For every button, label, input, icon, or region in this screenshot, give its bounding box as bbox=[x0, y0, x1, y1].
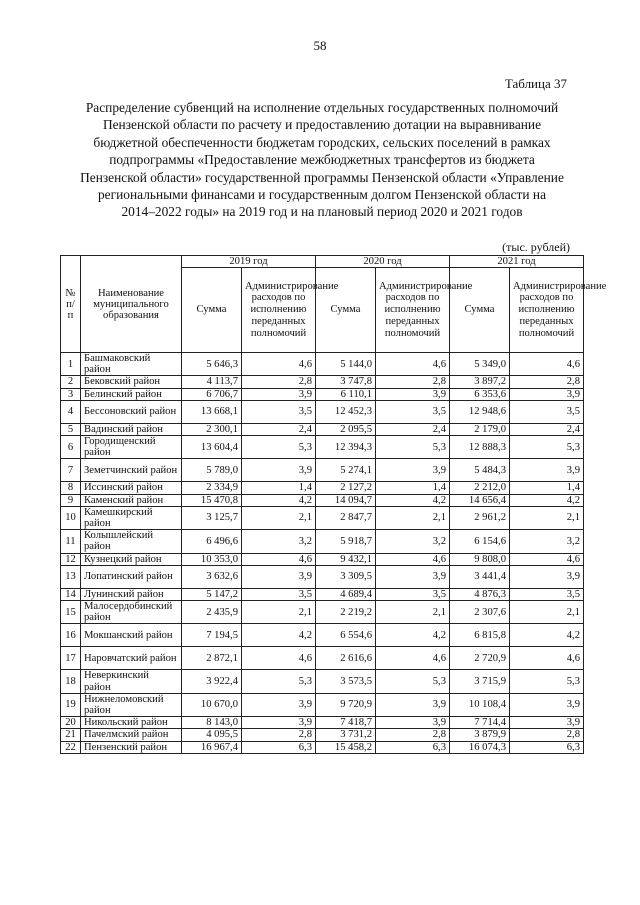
table-row bbox=[61, 565, 584, 588]
municipality-name: Лунинский район bbox=[81, 588, 182, 600]
page-number: 58 bbox=[313, 38, 327, 53]
admin-2019: 2,1 bbox=[242, 601, 316, 624]
admin-2020: 2,8 bbox=[376, 376, 450, 388]
row-number: 17 bbox=[61, 647, 81, 670]
admin-2021: 3,2 bbox=[510, 530, 584, 553]
sum-2021: 2 307,6 bbox=[450, 601, 510, 624]
admin-2019: 1,4 bbox=[242, 482, 316, 494]
admin-2020: 3,9 bbox=[376, 388, 450, 400]
sum-2019: 13 668,1 bbox=[182, 400, 242, 423]
admin-2021: 3,9 bbox=[510, 717, 584, 729]
admin-2020: 5,3 bbox=[376, 670, 450, 693]
header-sum: Сумма bbox=[450, 268, 510, 353]
municipality-name: Бековский район bbox=[81, 376, 182, 388]
table-row bbox=[61, 717, 584, 729]
admin-2019: 3,9 bbox=[242, 388, 316, 400]
units-label: (тыс. рублей) bbox=[502, 240, 570, 254]
admin-2019: 2,8 bbox=[242, 729, 316, 741]
table-row bbox=[61, 729, 584, 741]
sum-2021: 6 154,6 bbox=[450, 530, 510, 553]
admin-2021: 6,3 bbox=[510, 741, 584, 753]
sum-2020: 2 127,2 bbox=[316, 482, 376, 494]
municipality-name: Лопатинский район bbox=[81, 565, 182, 588]
admin-2020: 3,2 bbox=[376, 530, 450, 553]
sum-2020: 2 095,5 bbox=[316, 423, 376, 435]
admin-2021: 4,2 bbox=[510, 624, 584, 647]
sum-2021: 2 720,9 bbox=[450, 647, 510, 670]
row-number: 22 bbox=[61, 741, 81, 753]
table-row bbox=[61, 400, 584, 423]
sum-2020: 3 573,5 bbox=[316, 670, 376, 693]
sum-2020: 12 394,3 bbox=[316, 436, 376, 459]
municipality-name: Иссинский район bbox=[81, 482, 182, 494]
admin-2020: 5,3 bbox=[376, 436, 450, 459]
sum-2021: 2 179,0 bbox=[450, 423, 510, 435]
admin-2021: 2,1 bbox=[510, 506, 584, 529]
header-sum: Сумма bbox=[316, 268, 376, 353]
admin-2021: 3,5 bbox=[510, 400, 584, 423]
sum-2020: 3 309,5 bbox=[316, 565, 376, 588]
municipality-name: Малосердобинский район bbox=[81, 601, 182, 624]
header-year-2019: 2019 год bbox=[182, 256, 316, 268]
admin-2020: 4,6 bbox=[376, 553, 450, 565]
sum-2020: 5 144,0 bbox=[316, 353, 376, 376]
sum-2019: 13 604,4 bbox=[182, 436, 242, 459]
municipality-name: Каменский район bbox=[81, 494, 182, 506]
sum-2019: 2 334,9 bbox=[182, 482, 242, 494]
sum-2021: 12 888,3 bbox=[450, 436, 510, 459]
admin-2021: 5,3 bbox=[510, 670, 584, 693]
row-number: 6 bbox=[61, 436, 81, 459]
municipality-name: Вадинский район bbox=[81, 423, 182, 435]
row-number: 12 bbox=[61, 553, 81, 565]
municipality-name: Башмаковский район bbox=[81, 353, 182, 376]
row-number: 15 bbox=[61, 601, 81, 624]
sum-2019: 5 147,2 bbox=[182, 588, 242, 600]
sum-2020: 7 418,7 bbox=[316, 717, 376, 729]
admin-2021: 3,5 bbox=[510, 588, 584, 600]
admin-2019: 3,5 bbox=[242, 400, 316, 423]
sum-2020: 3 731,2 bbox=[316, 729, 376, 741]
admin-2021: 3,9 bbox=[510, 693, 584, 716]
admin-2019: 3,9 bbox=[242, 565, 316, 588]
header-num: № п/п bbox=[61, 256, 81, 353]
header-year-2020: 2020 год bbox=[316, 256, 450, 268]
admin-2021: 3,9 bbox=[510, 388, 584, 400]
sum-2019: 16 967,4 bbox=[182, 741, 242, 753]
sum-2019: 5 789,0 bbox=[182, 459, 242, 482]
sum-2019: 10 670,0 bbox=[182, 693, 242, 716]
admin-2021: 4,6 bbox=[510, 353, 584, 376]
admin-2020: 4,6 bbox=[376, 647, 450, 670]
sum-2019: 4 095,5 bbox=[182, 729, 242, 741]
admin-2019: 3,5 bbox=[242, 588, 316, 600]
table-row bbox=[61, 459, 584, 482]
admin-2021: 3,9 bbox=[510, 565, 584, 588]
sum-2020: 12 452,3 bbox=[316, 400, 376, 423]
admin-2020: 2,4 bbox=[376, 423, 450, 435]
admin-2021: 2,1 bbox=[510, 601, 584, 624]
header-name: Наименование муниципального образования bbox=[81, 256, 182, 353]
sum-2021: 7 714,4 bbox=[450, 717, 510, 729]
sum-2019: 3 125,7 bbox=[182, 506, 242, 529]
admin-2019: 2,1 bbox=[242, 506, 316, 529]
sum-2020: 9 720,9 bbox=[316, 693, 376, 716]
admin-2020: 3,5 bbox=[376, 400, 450, 423]
sum-2019: 6 706,7 bbox=[182, 388, 242, 400]
admin-2020: 3,9 bbox=[376, 565, 450, 588]
table-row bbox=[61, 423, 584, 435]
admin-2020: 4,2 bbox=[376, 494, 450, 506]
municipality-name: Камешкирский район bbox=[81, 506, 182, 529]
sum-2020: 6 110,1 bbox=[316, 388, 376, 400]
sum-2021: 5 484,3 bbox=[450, 459, 510, 482]
row-number: 19 bbox=[61, 693, 81, 716]
admin-2019: 4,6 bbox=[242, 353, 316, 376]
sum-2019: 15 470,8 bbox=[182, 494, 242, 506]
table-row bbox=[61, 647, 584, 670]
sum-2021: 2 961,2 bbox=[450, 506, 510, 529]
admin-2019: 4,6 bbox=[242, 553, 316, 565]
row-number: 2 bbox=[61, 376, 81, 388]
sum-2020: 14 094,7 bbox=[316, 494, 376, 506]
sum-2020: 15 458,2 bbox=[316, 741, 376, 753]
admin-2020: 1,4 bbox=[376, 482, 450, 494]
admin-2019: 3,2 bbox=[242, 530, 316, 553]
table-row bbox=[61, 670, 584, 693]
municipality-name: Неверкинский район bbox=[81, 670, 182, 693]
table-row bbox=[61, 482, 584, 494]
sum-2021: 6 353,6 bbox=[450, 388, 510, 400]
table-row bbox=[61, 624, 584, 647]
municipality-name: Бессоновский район bbox=[81, 400, 182, 423]
admin-2020: 2,1 bbox=[376, 506, 450, 529]
table-row bbox=[61, 553, 584, 565]
municipality-name: Колышлейский район bbox=[81, 530, 182, 553]
row-number: 18 bbox=[61, 670, 81, 693]
row-number: 5 bbox=[61, 423, 81, 435]
sum-2021: 5 349,0 bbox=[450, 353, 510, 376]
sum-2019: 3 632,6 bbox=[182, 565, 242, 588]
row-number: 9 bbox=[61, 494, 81, 506]
sum-2020: 9 432,1 bbox=[316, 553, 376, 565]
admin-2020: 2,1 bbox=[376, 601, 450, 624]
municipality-name: Пачелмский район bbox=[81, 729, 182, 741]
admin-2019: 3,9 bbox=[242, 693, 316, 716]
sum-2020: 5 918,7 bbox=[316, 530, 376, 553]
row-number: 16 bbox=[61, 624, 81, 647]
sum-2021: 12 948,6 bbox=[450, 400, 510, 423]
table-row bbox=[61, 353, 584, 376]
header-admin: Администрирование расходов по исполнению переданных полномочий bbox=[242, 268, 316, 353]
admin-2020: 2,8 bbox=[376, 729, 450, 741]
sum-2019: 4 113,7 bbox=[182, 376, 242, 388]
table-row bbox=[61, 741, 584, 753]
municipality-name: Белинский район bbox=[81, 388, 182, 400]
sum-2021: 3 441,4 bbox=[450, 565, 510, 588]
sum-2021: 9 808,0 bbox=[450, 553, 510, 565]
table-row bbox=[61, 436, 584, 459]
row-number: 11 bbox=[61, 530, 81, 553]
sum-2020: 2 219,2 bbox=[316, 601, 376, 624]
admin-2019: 4,2 bbox=[242, 494, 316, 506]
municipality-name: Пензенский район bbox=[81, 741, 182, 753]
subsidy-table bbox=[60, 255, 607, 754]
row-number: 10 bbox=[61, 506, 81, 529]
admin-2021: 4,6 bbox=[510, 647, 584, 670]
table-row bbox=[61, 494, 584, 506]
sum-2021: 6 815,8 bbox=[450, 624, 510, 647]
table-label: Таблица 37 bbox=[504, 76, 567, 91]
municipality-name: Кузнецкий район bbox=[81, 553, 182, 565]
table-row bbox=[61, 693, 584, 716]
row-number: 21 bbox=[61, 729, 81, 741]
row-number: 8 bbox=[61, 482, 81, 494]
admin-2021: 2,4 bbox=[510, 423, 584, 435]
sum-2021: 14 656,4 bbox=[450, 494, 510, 506]
admin-2020: 3,9 bbox=[376, 693, 450, 716]
admin-2021: 2,8 bbox=[510, 729, 584, 741]
table-body bbox=[61, 353, 584, 754]
admin-2021: 3,9 bbox=[510, 459, 584, 482]
admin-2019: 2,8 bbox=[242, 376, 316, 388]
admin-2021: 4,6 bbox=[510, 553, 584, 565]
sum-2019: 2 872,1 bbox=[182, 647, 242, 670]
admin-2021: 2,8 bbox=[510, 376, 584, 388]
sum-2020: 5 274,1 bbox=[316, 459, 376, 482]
admin-2020: 3,5 bbox=[376, 588, 450, 600]
admin-2019: 2,4 bbox=[242, 423, 316, 435]
municipality-name: Земетчинский район bbox=[81, 459, 182, 482]
row-number: 1 bbox=[61, 353, 81, 376]
sum-2020: 6 554,6 bbox=[316, 624, 376, 647]
sum-2019: 8 143,0 bbox=[182, 717, 242, 729]
sum-2021: 3 715,9 bbox=[450, 670, 510, 693]
document-title: Распределение субвенций на исполнение отдельных государственных полномочий Пензенской области по расчету и предоставлению дотации на выравнивание бюджетной обеспеченности бюджетам городских, сельских поселений в рамках подпрограммы «Предоставление межбюджетных трансфертов из бюджета Пензенской области» государственной программы Пензенской области «Управление региональными финансами и государственным долгом Пензенской области на 2014–2022 годы» на 2019 год и на плановый период 2020 и 2021 годов bbox=[80, 100, 564, 220]
municipality-name: Городищенский район bbox=[81, 436, 182, 459]
header-admin: Администрирование расходов по исполнению переданных полномочий bbox=[510, 268, 584, 353]
table-row bbox=[61, 530, 584, 553]
admin-2019: 3,9 bbox=[242, 717, 316, 729]
row-number: 20 bbox=[61, 717, 81, 729]
admin-2019: 4,6 bbox=[242, 647, 316, 670]
header-year-2021: 2021 год bbox=[450, 256, 584, 268]
admin-2019: 4,2 bbox=[242, 624, 316, 647]
admin-2020: 3,9 bbox=[376, 459, 450, 482]
admin-2019: 3,9 bbox=[242, 459, 316, 482]
admin-2021: 1,4 bbox=[510, 482, 584, 494]
sum-2019: 2 300,1 bbox=[182, 423, 242, 435]
table-row bbox=[61, 376, 584, 388]
admin-2020: 3,9 bbox=[376, 717, 450, 729]
sum-2020: 2 616,6 bbox=[316, 647, 376, 670]
municipality-name: Мокшанский район bbox=[81, 624, 182, 647]
sum-2019: 7 194,5 bbox=[182, 624, 242, 647]
row-number: 13 bbox=[61, 565, 81, 588]
admin-2021: 4,2 bbox=[510, 494, 584, 506]
admin-2019: 6,3 bbox=[242, 741, 316, 753]
admin-2020: 4,6 bbox=[376, 353, 450, 376]
sum-2019: 10 353,0 bbox=[182, 553, 242, 565]
header-admin: Администрирование расходов по исполнению переданных полномочий bbox=[376, 268, 450, 353]
sum-2019: 3 922,4 bbox=[182, 670, 242, 693]
sum-2021: 16 074,3 bbox=[450, 741, 510, 753]
table-row bbox=[61, 588, 584, 600]
sum-2019: 5 646,3 bbox=[182, 353, 242, 376]
sum-2019: 2 435,9 bbox=[182, 601, 242, 624]
municipality-name: Никольский район bbox=[81, 717, 182, 729]
sum-2021: 3 879,9 bbox=[450, 729, 510, 741]
table-row bbox=[61, 388, 584, 400]
row-number: 7 bbox=[61, 459, 81, 482]
admin-2019: 5,3 bbox=[242, 670, 316, 693]
municipality-name: Наровчатский район bbox=[81, 647, 182, 670]
sum-2020: 2 847,7 bbox=[316, 506, 376, 529]
sum-2020: 4 689,4 bbox=[316, 588, 376, 600]
sum-2020: 3 747,8 bbox=[316, 376, 376, 388]
municipality-name: Нижнеломовский район bbox=[81, 693, 182, 716]
row-number: 4 bbox=[61, 400, 81, 423]
sum-2019: 6 496,6 bbox=[182, 530, 242, 553]
table-row bbox=[61, 601, 584, 624]
sum-2021: 2 212,0 bbox=[450, 482, 510, 494]
admin-2019: 5,3 bbox=[242, 436, 316, 459]
row-number: 14 bbox=[61, 588, 81, 600]
admin-2020: 4,2 bbox=[376, 624, 450, 647]
table-row bbox=[61, 506, 584, 529]
row-number: 3 bbox=[61, 388, 81, 400]
sum-2021: 3 897,2 bbox=[450, 376, 510, 388]
sum-2021: 10 108,4 bbox=[450, 693, 510, 716]
header-sum: Сумма bbox=[182, 268, 242, 353]
admin-2020: 6,3 bbox=[376, 741, 450, 753]
sum-2021: 4 876,3 bbox=[450, 588, 510, 600]
admin-2021: 5,3 bbox=[510, 436, 584, 459]
